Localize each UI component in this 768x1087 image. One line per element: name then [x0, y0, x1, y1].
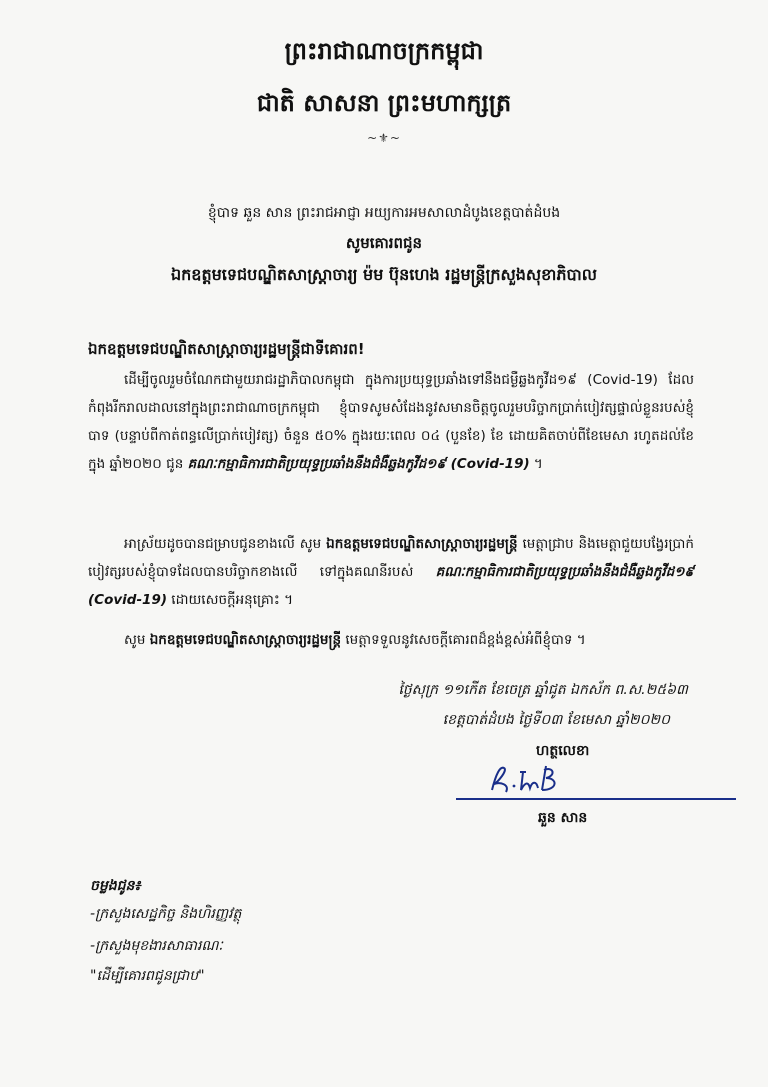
paragraph-2-committee: គណៈកម្មាធិការជាតិប្រយុទ្ធប្រឆាំងនឹងជំងឺឆ្លងកូវីដ១៩ (Covid-19) — [88, 564, 694, 608]
paragraph-2-text-a: អាស្រ័យដូចបានជម្រាបជូនខាងលើ សូម — [124, 536, 327, 552]
greeting: ឯកឧត្តមទេជបណ្ឌិតសាស្ត្រាចារ្យរដ្ឋមន្ត្រីជាទីគោរព! — [88, 340, 365, 358]
paragraph-2-end: ដោយសេចក្តីអនុគ្រោះ ។ — [167, 592, 293, 608]
cc-item: -ក្រសួងសេដ្ឋកិច្ច និងហិរញ្ញវត្ថុ — [90, 906, 242, 922]
signer-name: ឆួន សាន — [538, 810, 588, 826]
paragraph-3-end: មេត្តាទទួលនូវសេចក្តីគោរពដ៏ខ្ពង់ខ្ពស់អំពីខ្ញុំបាទ ។ — [341, 632, 586, 648]
national-motto: ជាតិ សាសនា ព្រះមហាក្សត្រ — [256, 89, 512, 117]
paragraph-1 — [88, 366, 694, 478]
paragraph-1-text: ដើម្បីចូលរួមចំណែកជាមួយរាជរដ្ឋាភិបាលកម្ពុជា ក្នុងការប្រយុទ្ធប្រឆាំងទៅនឹងជម្ងឺឆ្លងកូវីដ១៩ (Covid-19) ដែលកំពុងរីករាលដាលនៅក្នុងព្រះរាជាណាចក្រកម្ពុជា ខ្ញុំបាទសូមសំដែងនូវសមានចិត្តចូលរួមបរិច្ចាកប្រាក់បៀវត្សផ្ទាល់ខ្លួនរបស់ខ្ញុំបាទ (បន្ទាប់ពីកាត់ពន្ធលើប្រាក់បៀវត្ស) ចំនួន ៥០% ក្នុងរយៈពេល ០៤ (បួនខែ) ខែ ដោយគិតចាប់ពីខែមេសា រហូតដល់ខែក្នុង ឆ្នាំ២០២០ ជូន — [88, 372, 694, 472]
paragraph-2-addressee: ឯកឧត្តមទេជបណ្ឌិតសាស្ត្រាចារ្យរដ្ឋមន្ត្រី — [326, 536, 518, 552]
paragraph-1-committee: គណៈកម្មាធិការជាតិប្រយុទ្ធប្រឆាំងនឹងជំងឺឆ្លងកូវីដ១៩ (Covid-19) — [187, 456, 530, 472]
sender-line: ខ្ញុំបាទ ឆួន សាន ព្រះរាជអាជ្ញា អយ្យការអមសាលាដំបូងខេត្តបាត់ដំបង — [207, 205, 561, 221]
solar-date: ខេត្តបាត់ដំបង ថ្ងៃទី០៣ ខែមេសា ឆ្នាំ២០២០ — [442, 712, 670, 728]
signature-title: ហត្ថលេខា — [536, 743, 590, 759]
signature-underline — [456, 798, 736, 800]
lunar-date: ថ្ងៃសុក្រ ១១កើត ខែចេត្រ ឆ្នាំជូត ឯកស័ក ព.ស.២៥៦៣ — [398, 682, 688, 698]
paragraph-1-end: ។ — [529, 456, 543, 472]
decorative-flourish: ~⚜~ — [367, 131, 401, 145]
cc-item: -ក្រសួងមុខងារសាធារណៈ — [90, 938, 223, 954]
salutation: សូមគោរពជូន — [345, 234, 423, 252]
paragraph-3-addressee: ឯកឧត្តមទេជបណ្ឌិតសាស្ត្រាចារ្យរដ្ឋមន្ត្រី — [149, 632, 342, 648]
kingdom-title: ព្រះរាជាណាចក្រកម្ពុជា — [284, 37, 484, 65]
cc-item: "ដើម្បីគោរពជូនជ្រាប" — [90, 968, 205, 984]
paragraph-3-text-a: សូម — [124, 632, 150, 648]
cc-title: ចម្លងជូន៖ — [90, 878, 141, 894]
paragraph-3 — [88, 626, 694, 654]
paragraph-2-text-c: មេត្តាជ្រាប និងមេត្តាជួយបង្វែរប្រាក់បៀវត្សរបស់ខ្ញុំបាទដែលបានបរិច្ចាកខាងលើ ទៅក្នុងគណនីរបស់ — [88, 536, 694, 580]
recipient-line: ឯកឧត្តមទេជបណ្ឌិតសាស្ត្រាចារ្យ ម៉ម ប៊ុនហេង រដ្ឋមន្ត្រីក្រសួងសុខាភិបាល — [170, 265, 597, 284]
handwritten-signature — [486, 760, 566, 798]
paragraph-2 — [88, 530, 694, 614]
